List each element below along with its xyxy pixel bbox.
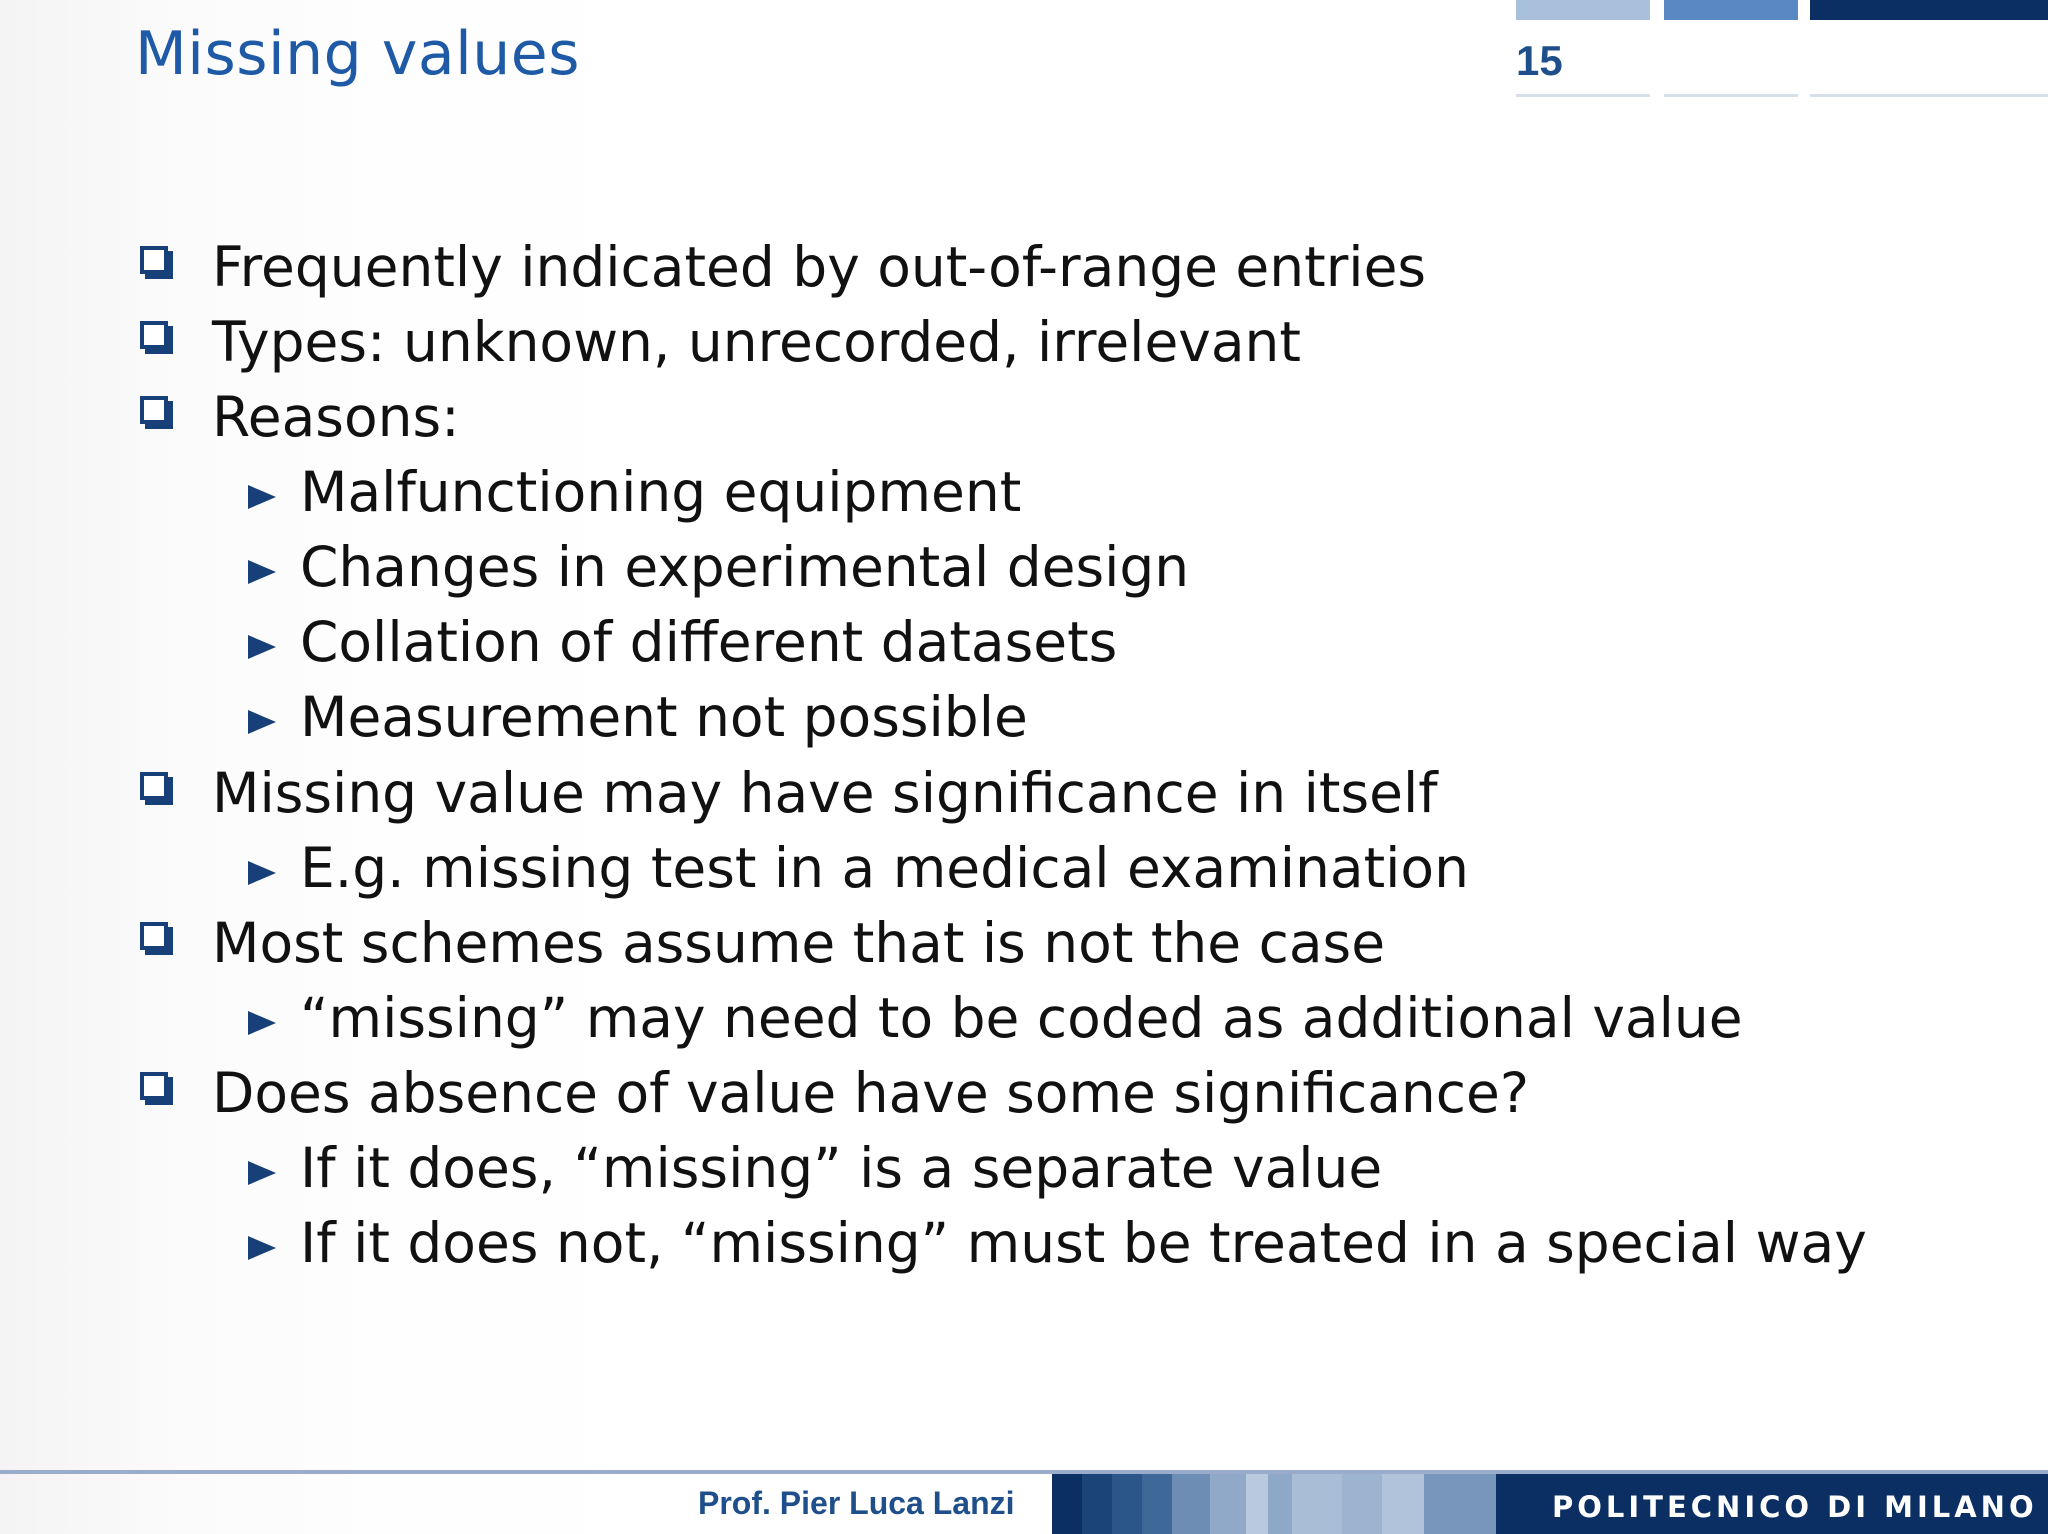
arrow-bullet-icon [248, 560, 276, 584]
sub-bullet-item: Malfunctioning equipment [300, 460, 1022, 524]
footer-block [1142, 1474, 1172, 1534]
page-number: 15 [1516, 37, 1563, 84]
footer-block [1172, 1474, 1210, 1534]
footer-block [1210, 1474, 1246, 1534]
square-bullet-icon [140, 772, 168, 800]
square-bullet-icon [140, 321, 168, 349]
sub-bullet-item: Collation of different datasets [300, 610, 1118, 674]
footer-block [1382, 1474, 1424, 1534]
square-bullet-icon [140, 396, 168, 424]
header-rule-2 [1664, 94, 1798, 97]
square-bullet-icon [140, 1072, 168, 1100]
footer-block [1112, 1474, 1142, 1534]
arrow-bullet-icon [248, 1161, 276, 1185]
bullet-item: Most schemes assume that is not the case [212, 911, 1386, 975]
header-rule-1 [1516, 94, 1650, 97]
footer-block [1292, 1474, 1342, 1534]
bullet-item: Does absence of value have some significance? [212, 1061, 1530, 1125]
footer-institution-logo: POLITECNICO DI MILANO [1552, 1490, 2038, 1524]
bullet-item: Missing value may have significance in itself [212, 761, 1438, 825]
footer-author: Prof. Pier Luca Lanzi [698, 1485, 1015, 1521]
footer-block [1246, 1474, 1268, 1534]
sub-bullet-item: If it does not, “missing” must be treated in a special way [300, 1211, 1867, 1275]
sub-bullet-item: Changes in experimental design [300, 535, 1190, 599]
header-rule-3 [1810, 94, 2048, 97]
square-bullet-icon [140, 922, 168, 950]
header-bar-light [1516, 0, 1650, 20]
footer-block [1082, 1474, 1112, 1534]
square-bullet-icon [140, 246, 168, 274]
sub-bullet-item: Measurement not possible [300, 685, 1028, 749]
arrow-bullet-icon [248, 485, 276, 509]
footer-block [1268, 1474, 1292, 1534]
bullet-item: Frequently indicated by out-of-range entries [212, 235, 1427, 299]
bullet-item: Reasons: [212, 385, 460, 449]
arrow-bullet-icon [248, 861, 276, 885]
arrow-bullet-icon [248, 635, 276, 659]
arrow-bullet-icon [248, 710, 276, 734]
bullet-item: Types: unknown, unrecorded, irrelevant [212, 310, 1301, 374]
footer-block [1052, 1474, 1082, 1534]
header-bar-dark [1810, 0, 2048, 20]
sub-bullet-item: “missing” may need to be coded as additional value [300, 986, 1743, 1050]
arrow-bullet-icon [248, 1236, 276, 1260]
sub-bullet-item: If it does, “missing” is a separate value [300, 1136, 1383, 1200]
header-bar-mid [1664, 0, 1798, 20]
footer-color-blocks [1052, 1474, 1496, 1534]
slide-title: Missing values [135, 19, 580, 89]
footer-block [1424, 1474, 1496, 1534]
footer-block [1342, 1474, 1382, 1534]
sub-bullet-item: E.g. missing test in a medical examination [300, 836, 1469, 900]
arrow-bullet-icon [248, 1011, 276, 1035]
